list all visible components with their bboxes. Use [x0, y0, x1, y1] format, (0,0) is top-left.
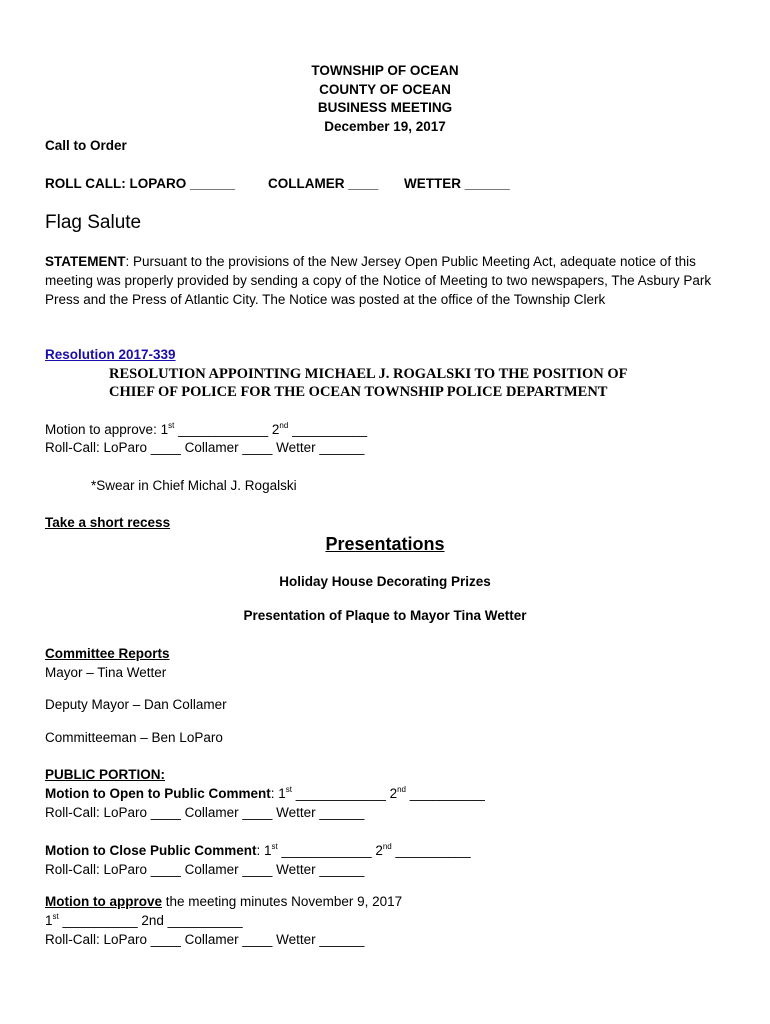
call-to-order: Call to Order	[45, 138, 127, 153]
close-st: st	[271, 842, 278, 851]
roll-call-collamer: COLLAMER ____	[268, 176, 379, 191]
presentations-heading: Presentations	[325, 534, 445, 554]
open-nd: nd	[397, 785, 406, 794]
minutes-second: __________ 2nd __________	[58, 913, 243, 928]
close-nd: nd	[382, 842, 392, 851]
header-county: COUNTY OF OCEAN	[319, 82, 451, 97]
header-township: TOWNSHIP OF OCEAN	[311, 63, 459, 78]
resolution-link-wrap	[45, 347, 176, 362]
header-meeting: BUSINESS MEETING	[317, 100, 453, 115]
minutes-label: Motion to approve	[45, 894, 162, 909]
statement-paragraph	[45, 252, 735, 309]
motion-blank2: __________	[288, 422, 368, 437]
committee-heading: Committee Reports	[45, 646, 170, 661]
committee-deputy: Deputy Mayor – Dan Collamer	[45, 697, 227, 712]
resolution-rollcall: Roll-Call: LoParo ____ Collamer ____ Wetter ______	[45, 440, 365, 455]
public-portion-heading: PUBLIC PORTION:	[45, 767, 165, 782]
presentation-item-1: Holiday House Decorating Prizes	[279, 574, 491, 589]
presentation-item-2: Presentation of Plaque to Mayor Tina Wetter	[243, 608, 527, 623]
minutes-text: the meeting minutes November 9, 2017	[162, 894, 403, 909]
close-rest: : 1	[256, 843, 272, 858]
flag-salute-heading: Flag Salute	[45, 212, 142, 233]
resolution-motion	[45, 422, 367, 437]
minutes-seconds	[45, 913, 243, 928]
swear-in-note: *Swear in Chief Michal J. Rogalski	[91, 478, 297, 493]
minutes-rollcall: Roll-Call: LoParo ____ Collamer ____ Wetter ______	[45, 932, 365, 947]
motion-blank1: ____________ 2	[174, 422, 280, 437]
public-close-motion	[45, 843, 471, 858]
open-blank1: ____________ 2	[291, 786, 398, 801]
resolution-link[interactable]: Resolution 2017-339	[45, 347, 176, 362]
open-blank2: __________	[406, 786, 485, 801]
close-blank2: __________	[391, 843, 471, 858]
statement-text: : Pursuant to the provisions of the New Jersey Open Public Meeting Act, adequate notice of this meeting was properly provided by sending a copy of the Notice of Meeting to two newspapers, The Asbury Park Press and the Press of Atlantic City. The Notice was posted at the office of the Township Clerk	[45, 254, 712, 307]
minutes-motion	[45, 894, 402, 909]
roll-call-top	[45, 176, 235, 191]
motion-nd: nd	[279, 421, 289, 430]
public-open-rollcall: Roll-Call: LoParo ____ Collamer ____ Wetter ______	[45, 805, 365, 820]
committee-mayor: Mayor – Tina Wetter	[45, 665, 167, 680]
minutes-st: st	[52, 912, 59, 921]
header-date: December 19, 2017	[324, 119, 446, 134]
committee-committeeman: Committeeman – Ben LoParo	[45, 730, 223, 745]
roll-call-wetter: WETTER ______	[404, 176, 510, 191]
statement-label: STATEMENT	[45, 254, 126, 269]
public-close-rollcall: Roll-Call: LoParo ____ Collamer ____ Wetter ______	[45, 862, 365, 877]
minutes-first: 1	[45, 913, 53, 928]
open-rest: : 1	[270, 786, 286, 801]
resolution-title-line2: CHIEF OF POLICE FOR THE OCEAN TOWNSHIP POLICE DEPARTMENT	[109, 384, 608, 400]
close-blank1: ____________ 2	[277, 843, 383, 858]
roll-call-label: ROLL CALL:	[45, 176, 126, 191]
short-recess: Take a short recess	[45, 515, 171, 530]
public-open-motion	[45, 786, 485, 801]
close-label: Motion to Close Public Comment	[45, 843, 257, 858]
resolution-title-line1: RESOLUTION APPOINTING MICHAEL J. ROGALSKI TO THE POSITION OF	[109, 366, 628, 382]
open-label: Motion to Open to Public Comment	[45, 786, 271, 801]
motion-prefix: Motion to approve: 1	[45, 422, 169, 437]
motion-st: st	[168, 421, 175, 430]
open-st: st	[285, 785, 292, 794]
roll-call-loparo: LOPARO ______	[129, 176, 236, 191]
